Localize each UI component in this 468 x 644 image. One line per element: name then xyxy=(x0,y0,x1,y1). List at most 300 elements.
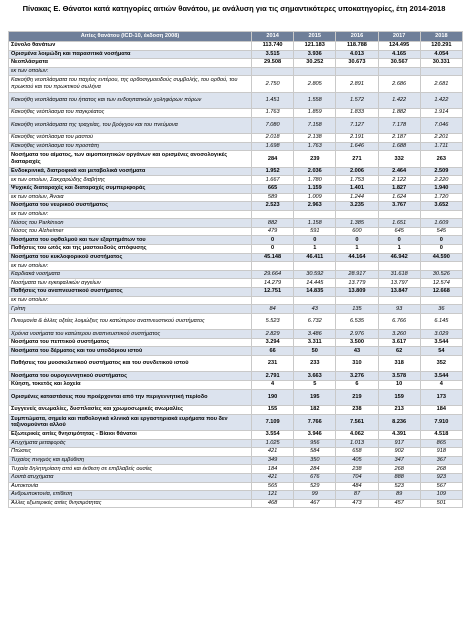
table-row xyxy=(9,142,463,151)
table-row xyxy=(9,262,463,271)
death-count-cell: 1.763 xyxy=(294,142,336,151)
death-count-cell: 184 xyxy=(252,465,294,474)
death-count-cell: 3.554 xyxy=(252,430,294,439)
death-count-cell: 173 xyxy=(420,389,462,405)
table-row xyxy=(9,279,463,288)
death-count-cell: 29.508 xyxy=(252,59,294,68)
cause-label: Συγγενείς ανωμαλίες, δυσπλασίες και χρωμοσωμικές ανωμαλίες xyxy=(9,405,252,414)
header-cause: Αιτίες θανάτου (ICD-10, έκδοση 2008) xyxy=(9,32,252,42)
death-count-cell: 352 xyxy=(420,355,462,371)
death-count-cell: 2.976 xyxy=(336,330,378,339)
death-count-cell: 2.138 xyxy=(294,134,336,143)
death-count-cell: 46.942 xyxy=(378,253,420,262)
cause-label: Ενδοκρινικά, διατροφικά και μεταβολικά νοσήματα xyxy=(9,167,252,176)
death-count-cell: 284 xyxy=(294,465,336,474)
cause-label: Κακοήθη νεοπλάσματα του ήπατος και των ενδοηπατικών χοληφόρων πόρων xyxy=(9,92,252,108)
death-count-cell: 1.159 xyxy=(294,184,336,193)
death-count-cell: 213 xyxy=(378,405,420,414)
death-count-cell: 29.664 xyxy=(252,270,294,279)
death-count-cell: 5 xyxy=(294,380,336,389)
death-count-cell: 591 xyxy=(294,227,336,236)
death-count-cell: 87 xyxy=(336,491,378,500)
death-count-cell: 1.624 xyxy=(378,193,420,202)
cause-label: Συμπτώματα, σημεία και παθολογικά κλινικά και εργαστηριακά ευρήματα που δεν ταξινομούνται αλλού xyxy=(9,414,252,430)
death-count-cell: 1.651 xyxy=(378,219,420,228)
death-count-cell xyxy=(336,210,378,219)
cause-label: Νοσήματα του αίματος, των αιμοποιητικών οργάνων και ορισμένες ανοσολογικές διαταραχές xyxy=(9,151,252,167)
death-count-cell: 4 xyxy=(420,380,462,389)
death-count-cell: 3.486 xyxy=(294,330,336,339)
cause-label: Τυχαίος πνιγμός και εμβύθιση xyxy=(9,456,252,465)
death-count-cell: 888 xyxy=(378,473,420,482)
death-count-cell xyxy=(336,67,378,76)
table-row xyxy=(9,439,463,448)
death-count-cell: 3.663 xyxy=(294,372,336,381)
table-row xyxy=(9,151,463,167)
death-count-cell: 4.054 xyxy=(420,50,462,59)
table-row xyxy=(9,448,463,457)
death-count-cell: 233 xyxy=(294,355,336,371)
death-count-cell: 545 xyxy=(420,227,462,236)
death-count-cell: 231 xyxy=(252,355,294,371)
death-count-cell: 484 xyxy=(336,482,378,491)
death-count-cell: 956 xyxy=(294,439,336,448)
cause-label: Ορισμένες καταστάσεις που προέρχονται από την περιγεννητική περίοδο xyxy=(9,389,252,405)
death-count-cell: 1.025 xyxy=(252,439,294,448)
death-count-cell: 1.244 xyxy=(336,193,378,202)
death-count-cell: 268 xyxy=(378,465,420,474)
death-count-cell xyxy=(420,210,462,219)
death-count-cell: 310 xyxy=(336,355,378,371)
death-count-cell: 479 xyxy=(252,227,294,236)
death-count-cell: 1.646 xyxy=(336,142,378,151)
table-row xyxy=(9,372,463,381)
death-count-cell: 238 xyxy=(336,405,378,414)
cause-label: Κακοήθες νεόπλασμα του παγκρέατος xyxy=(9,109,252,118)
death-count-cell: 30.567 xyxy=(378,59,420,68)
table-row xyxy=(9,109,463,118)
death-count-cell xyxy=(252,262,294,271)
death-count-cell: 268 xyxy=(420,465,462,474)
death-count-cell: 14.445 xyxy=(294,279,336,288)
death-count-cell: 284 xyxy=(252,151,294,167)
death-count-cell: 1.401 xyxy=(336,184,378,193)
death-count-cell: 1.952 xyxy=(252,167,294,176)
table-row xyxy=(9,67,463,76)
death-count-cell: 54 xyxy=(420,347,462,356)
death-count-cell: 6.145 xyxy=(420,313,462,329)
death-count-cell: 1 xyxy=(378,245,420,254)
death-count-cell: 3.294 xyxy=(252,338,294,347)
death-count-cell: 10 xyxy=(378,380,420,389)
death-count-cell: 118.788 xyxy=(336,42,378,51)
cause-label: Κακοήθες νεόπλασμα του προστάτη xyxy=(9,142,252,151)
death-count-cell xyxy=(420,296,462,305)
cause-label: Νοσήματα του ουρογεννητικού συστήματος xyxy=(9,372,252,381)
table-row xyxy=(9,193,463,202)
death-count-cell: 30.252 xyxy=(294,59,336,68)
death-count-cell: 238 xyxy=(336,465,378,474)
death-count-cell: 120.291 xyxy=(420,42,462,51)
death-count-cell xyxy=(336,296,378,305)
death-count-cell: 1.688 xyxy=(378,142,420,151)
table-row xyxy=(9,253,463,262)
death-count-cell: 159 xyxy=(378,389,420,405)
cause-label: Ψυχικές διαταραχές και διαταραχές συμπεριφοράς xyxy=(9,184,252,193)
death-count-cell: 704 xyxy=(336,473,378,482)
death-count-cell: 239 xyxy=(294,151,336,167)
death-count-cell: 923 xyxy=(420,473,462,482)
death-count-cell: 7.127 xyxy=(336,117,378,133)
table-row xyxy=(9,270,463,279)
death-count-cell: 3.578 xyxy=(378,372,420,381)
death-count-cell: 1 xyxy=(336,245,378,254)
death-count-cell xyxy=(294,67,336,76)
table-row xyxy=(9,296,463,305)
table-row xyxy=(9,355,463,371)
cause-label: Νόσος του Parkinson xyxy=(9,219,252,228)
death-count-cell: 3.767 xyxy=(378,202,420,211)
death-count-cell: 3.260 xyxy=(378,330,420,339)
death-count-cell: 4 xyxy=(252,380,294,389)
death-count-cell: 4.013 xyxy=(336,50,378,59)
cause-label: Νοσήματα του πεπτικού συστήματος xyxy=(9,338,252,347)
table-row xyxy=(9,167,463,176)
cause-label: Νοσήματα του κυκλοφορικού συστήματος xyxy=(9,253,252,262)
cause-label: Παθήσεις του μυοσκελετικού συστήματος και του συνδετικού ιστού xyxy=(9,355,252,371)
table-row xyxy=(9,389,463,405)
death-count-cell: 155 xyxy=(252,405,294,414)
table-row xyxy=(9,202,463,211)
cause-label: Νεοπλάσματα xyxy=(9,59,252,68)
death-count-cell: 0 xyxy=(294,236,336,245)
table-row xyxy=(9,288,463,297)
death-count-cell: 13.809 xyxy=(336,288,378,297)
cause-label: εκ των οποίων, Σακχαρώδης διαβήτης xyxy=(9,176,252,185)
table-row xyxy=(9,499,463,508)
death-count-cell: 3.235 xyxy=(336,202,378,211)
death-count-cell: 332 xyxy=(378,151,420,167)
cause-label: Γρίπη xyxy=(9,305,252,314)
table-row xyxy=(9,76,463,92)
death-count-cell: 1.940 xyxy=(420,184,462,193)
death-count-cell: 473 xyxy=(336,499,378,508)
death-count-cell: 2.523 xyxy=(252,202,294,211)
cause-label: Εξωτερικές αιτίες θνησιμότητας - Βίαιοι θάνατοι xyxy=(9,430,252,439)
death-count-cell: 918 xyxy=(420,448,462,457)
death-count-cell: 7.178 xyxy=(378,117,420,133)
death-count-cell xyxy=(420,262,462,271)
death-count-cell: 2.829 xyxy=(252,330,294,339)
death-count-cell: 1.827 xyxy=(378,184,420,193)
death-count-cell: 121 xyxy=(252,491,294,500)
death-count-cell: 7.046 xyxy=(420,117,462,133)
death-count-cell: 2.006 xyxy=(336,167,378,176)
table-row xyxy=(9,473,463,482)
table-row xyxy=(9,305,463,314)
table-row xyxy=(9,405,463,414)
cause-label: Παθήσεις του αναπνευστικού συστήματος xyxy=(9,288,252,297)
table-row xyxy=(9,482,463,491)
death-count-cell: 1.720 xyxy=(420,193,462,202)
death-count-cell: 36 xyxy=(420,305,462,314)
death-count-cell xyxy=(378,296,420,305)
death-count-cell: 2.201 xyxy=(420,134,462,143)
death-count-cell xyxy=(378,262,420,271)
header-year: 2014 xyxy=(252,32,294,42)
death-count-cell: 645 xyxy=(378,227,420,236)
death-count-cell: 50 xyxy=(294,347,336,356)
death-count-cell: 468 xyxy=(252,499,294,508)
death-count-cell: 12.668 xyxy=(420,288,462,297)
table-row xyxy=(9,227,463,236)
death-count-cell: 8.236 xyxy=(378,414,420,430)
death-count-cell xyxy=(294,210,336,219)
death-count-cell: 184 xyxy=(420,405,462,414)
death-count-cell: 665 xyxy=(252,184,294,193)
death-count-cell: 2.963 xyxy=(294,202,336,211)
death-count-cell: 1.698 xyxy=(252,142,294,151)
death-count-cell: 219 xyxy=(336,389,378,405)
death-count-cell: 4.165 xyxy=(378,50,420,59)
death-count-cell: 2.464 xyxy=(378,167,420,176)
death-count-cell: 0 xyxy=(252,236,294,245)
death-count-cell: 113.740 xyxy=(252,42,294,51)
death-count-cell: 2.122 xyxy=(378,176,420,185)
table-row xyxy=(9,134,463,143)
table-row xyxy=(9,219,463,228)
cause-label: Κακοήθες νεόπλασμα του μαστού xyxy=(9,134,252,143)
death-count-cell: 271 xyxy=(336,151,378,167)
table-row xyxy=(9,92,463,108)
death-count-cell: 195 xyxy=(294,389,336,405)
death-count-cell: 109 xyxy=(420,491,462,500)
death-count-cell: 6.535 xyxy=(336,313,378,329)
death-count-cell: 30.673 xyxy=(336,59,378,68)
death-count-cell: 66 xyxy=(252,347,294,356)
death-count-cell: 7.109 xyxy=(252,414,294,430)
death-count-cell: 6.766 xyxy=(378,313,420,329)
death-count-cell xyxy=(378,67,420,76)
death-count-cell: 2.187 xyxy=(378,134,420,143)
death-count-cell: 421 xyxy=(252,448,294,457)
death-count-cell: 2.891 xyxy=(336,76,378,92)
death-count-cell: 1 xyxy=(294,245,336,254)
cause-label: Ορισμένα λοιμώδη και παρασιτικά νοσήματα xyxy=(9,50,252,59)
cause-label: Νοσήματα του οφθαλμού και των εξαρτημάτων του xyxy=(9,236,252,245)
death-count-cell: 421 xyxy=(252,473,294,482)
header-year: 2018 xyxy=(420,32,462,42)
cause-label: Σύνολο θανάτων xyxy=(9,42,252,51)
death-count-cell: 5.523 xyxy=(252,313,294,329)
death-count-cell: 3.936 xyxy=(294,50,336,59)
death-count-cell: 44.164 xyxy=(336,253,378,262)
death-count-cell: 30.331 xyxy=(420,59,462,68)
death-count-cell: 902 xyxy=(378,448,420,457)
header-year: 2016 xyxy=(336,32,378,42)
death-count-cell: 13.797 xyxy=(378,279,420,288)
death-count-cell: 882 xyxy=(252,219,294,228)
death-count-cell: 30.592 xyxy=(294,270,336,279)
death-count-cell: 7.910 xyxy=(420,414,462,430)
death-count-cell: 1.753 xyxy=(336,176,378,185)
cause-label: Νοσήματα του νευρικού συστήματος xyxy=(9,202,252,211)
death-count-cell: 589 xyxy=(252,193,294,202)
death-count-cell: 12.574 xyxy=(420,279,462,288)
death-count-cell: 7.561 xyxy=(336,414,378,430)
death-count-cell: 567 xyxy=(420,482,462,491)
death-count-cell: 182 xyxy=(294,405,336,414)
cause-label: εκ των οποίων: xyxy=(9,67,252,76)
table-row xyxy=(9,491,463,500)
table-row xyxy=(9,313,463,329)
death-count-cell: 0 xyxy=(336,236,378,245)
death-count-cell: 93 xyxy=(378,305,420,314)
cause-label: Κακοήθη νεοπλάσματα της τραχείας, του βρόγχου και του πνεύμονα xyxy=(9,117,252,133)
death-count-cell: 2.686 xyxy=(378,76,420,92)
death-count-cell: 2.681 xyxy=(420,76,462,92)
death-count-cell: 31.618 xyxy=(378,270,420,279)
death-count-cell: 3.311 xyxy=(294,338,336,347)
death-count-cell: 658 xyxy=(336,448,378,457)
death-count-cell: 135 xyxy=(336,305,378,314)
death-count-cell: 6 xyxy=(336,380,378,389)
death-count-cell: 0 xyxy=(378,236,420,245)
death-count-cell: 600 xyxy=(336,227,378,236)
death-count-cell: 0 xyxy=(252,245,294,254)
death-count-cell xyxy=(336,262,378,271)
table-row xyxy=(9,236,463,245)
death-count-cell: 2.220 xyxy=(420,176,462,185)
table-row xyxy=(9,380,463,389)
cause-label: Πτώσεις xyxy=(9,448,252,457)
table-row xyxy=(9,245,463,254)
death-count-cell: 14.835 xyxy=(294,288,336,297)
cause-label: Πνευμονία & άλλες οξείες λοιμώξεις του κατώτερου αναπνευστικού συστήματος xyxy=(9,313,252,329)
death-count-cell: 367 xyxy=(420,456,462,465)
death-count-cell: 7.766 xyxy=(294,414,336,430)
death-count-cell: 6.732 xyxy=(294,313,336,329)
cause-label: εκ των οποίων: xyxy=(9,296,252,305)
death-count-cell: 3.276 xyxy=(336,372,378,381)
death-count-cell: 529 xyxy=(294,482,336,491)
death-count-cell xyxy=(378,210,420,219)
cause-label: εκ των οποίων: xyxy=(9,262,252,271)
death-count-cell: 3.946 xyxy=(294,430,336,439)
cause-label: Νοσήματα των εγκεφαλικών αγγείων xyxy=(9,279,252,288)
death-count-cell: 1.914 xyxy=(420,109,462,118)
table-row xyxy=(9,184,463,193)
death-count-cell: 2.191 xyxy=(336,134,378,143)
death-count-cell: 523 xyxy=(378,482,420,491)
cause-label: Νοσήματα του δέρματος και του υποδόριου ιστού xyxy=(9,347,252,356)
death-count-cell: 1.667 xyxy=(252,176,294,185)
table-row xyxy=(9,210,463,219)
cause-label: Παθήσεις του ωτός και της μαστοειδούς απόφυσης xyxy=(9,245,252,254)
table-row xyxy=(9,117,463,133)
death-count-cell: 1.609 xyxy=(420,219,462,228)
cause-label: Λοιπά ατυχήματα xyxy=(9,473,252,482)
death-count-cell: 45.148 xyxy=(252,253,294,262)
cause-label: Αυτοκτονία xyxy=(9,482,252,491)
death-count-cell: 3.617 xyxy=(378,338,420,347)
death-count-cell: 1.158 xyxy=(294,219,336,228)
cause-label: Ατυχήματα μεταφοράς xyxy=(9,439,252,448)
death-count-cell: 43 xyxy=(294,305,336,314)
death-count-cell: 4.391 xyxy=(378,430,420,439)
death-count-cell: 1.711 xyxy=(420,142,462,151)
death-count-cell: 2.750 xyxy=(252,76,294,92)
death-count-cell: 263 xyxy=(420,151,462,167)
death-count-cell: 14.279 xyxy=(252,279,294,288)
death-count-cell: 1.859 xyxy=(294,109,336,118)
cause-label: εκ των οποίων: xyxy=(9,210,252,219)
death-count-cell: 3.515 xyxy=(252,50,294,59)
death-count-cell: 190 xyxy=(252,389,294,405)
death-count-cell: 865 xyxy=(420,439,462,448)
death-count-cell: 467 xyxy=(294,499,336,508)
death-count-cell: 30.526 xyxy=(420,270,462,279)
table-row xyxy=(9,42,463,51)
header-year: 2017 xyxy=(378,32,420,42)
death-count-cell: 13.779 xyxy=(336,279,378,288)
death-count-cell: 99 xyxy=(294,491,336,500)
death-count-cell: 1.833 xyxy=(336,109,378,118)
death-count-cell: 121.183 xyxy=(294,42,336,51)
death-count-cell: 2.509 xyxy=(420,167,462,176)
death-count-cell: 405 xyxy=(336,456,378,465)
death-count-cell: 7.158 xyxy=(294,117,336,133)
cause-label: Χρόνια νοσήματα του κατώτερου αναπνευστικού συστήματος xyxy=(9,330,252,339)
causes-of-death-table xyxy=(8,31,463,508)
death-count-cell xyxy=(252,67,294,76)
death-count-cell: 565 xyxy=(252,482,294,491)
death-count-cell: 350 xyxy=(294,456,336,465)
death-count-cell xyxy=(294,262,336,271)
cause-label: Τυχαία δηλητηρίαση από και έκθεση σε επιβλαβείς ουσίες xyxy=(9,465,252,474)
death-count-cell: 1.451 xyxy=(252,92,294,108)
death-count-cell: 89 xyxy=(378,491,420,500)
death-count-cell: 1.013 xyxy=(336,439,378,448)
death-count-cell: 62 xyxy=(378,347,420,356)
death-count-cell: 3.544 xyxy=(420,372,462,381)
death-count-cell xyxy=(420,67,462,76)
cause-label: Κακοήθη νεοπλάσματα του παχέος εντέρου, της ορθοσιγμοειδούς συμβολής, του ορθού, του πρωκτού και του πρωκτικού σωλήνα xyxy=(9,76,252,92)
death-count-cell xyxy=(252,296,294,305)
death-count-cell: 1.780 xyxy=(294,176,336,185)
death-count-cell: 457 xyxy=(378,499,420,508)
death-count-cell: 84 xyxy=(252,305,294,314)
header-year: 2015 xyxy=(294,32,336,42)
death-count-cell: 347 xyxy=(378,456,420,465)
table-row xyxy=(9,50,463,59)
table-row xyxy=(9,338,463,347)
death-count-cell: 3.652 xyxy=(420,202,462,211)
death-count-cell: 349 xyxy=(252,456,294,465)
death-count-cell xyxy=(294,296,336,305)
death-count-cell: 0 xyxy=(420,245,462,254)
death-count-cell: 2.791 xyxy=(252,372,294,381)
death-count-cell: 3.500 xyxy=(336,338,378,347)
death-count-cell: 28.917 xyxy=(336,270,378,279)
cause-label: εκ των οποίων, Άνοια xyxy=(9,193,252,202)
death-count-cell: 13.847 xyxy=(378,288,420,297)
death-count-cell: 1.572 xyxy=(336,92,378,108)
death-count-cell: 3.029 xyxy=(420,330,462,339)
death-count-cell: 917 xyxy=(378,439,420,448)
table-row xyxy=(9,330,463,339)
table-row xyxy=(9,176,463,185)
